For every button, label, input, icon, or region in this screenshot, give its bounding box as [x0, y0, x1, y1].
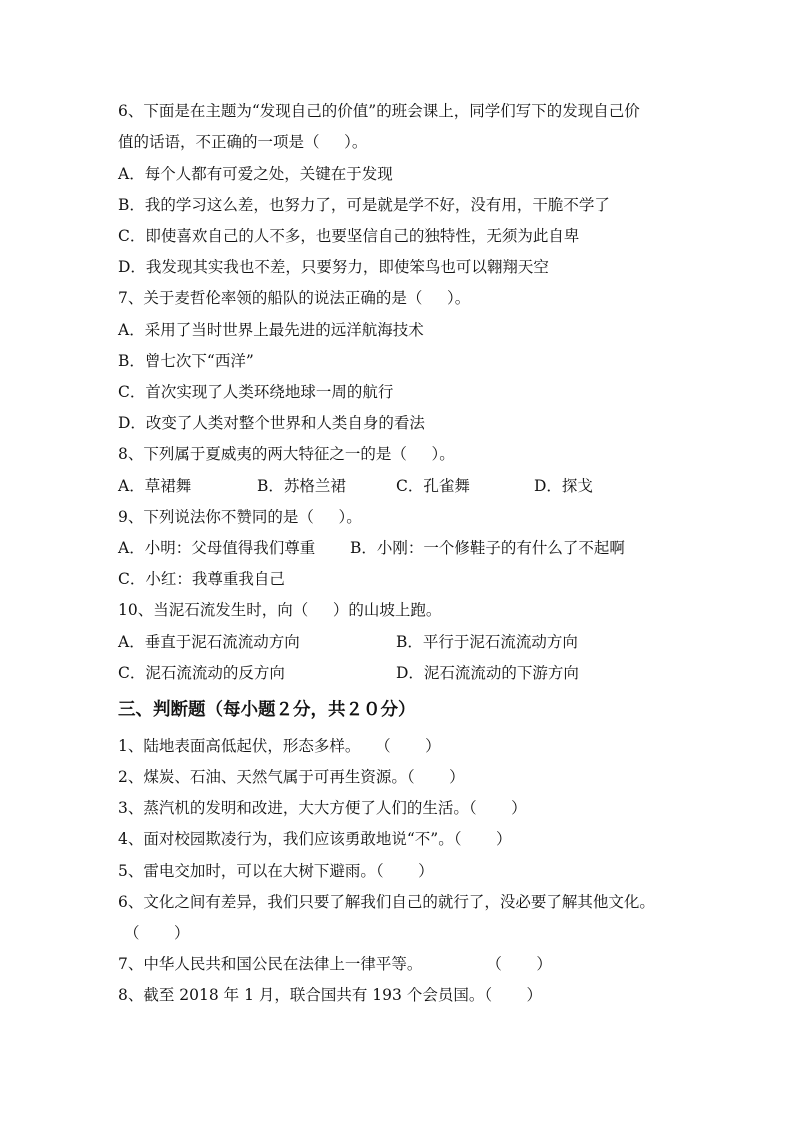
q8-option-c: C．孔雀舞 — [396, 477, 470, 495]
tf-item-7: 7、中华人民共和国公民在法律上一律平等。 （ ） — [118, 955, 552, 973]
q10-option-a: A．垂直于泥石流流动方向 — [118, 633, 300, 651]
q7-stem: 7、关于麦哲伦率领的船队的说法正确的是（ ）。 — [118, 289, 471, 307]
q8-option-d: D．探戈 — [534, 477, 593, 495]
q7-option-b: B．曾七次下“西洋” — [118, 352, 254, 370]
q10-option-c: C．泥石流流动的反方向 — [118, 664, 285, 682]
tf-item-5: 5、雷电交加时，可以在大树下避雨。（ ） — [118, 862, 434, 880]
q10-option-d: D．泥石流流动的下游方向 — [396, 664, 579, 682]
q8-option-b: B．苏格兰裙 — [257, 477, 346, 495]
q10-option-b: B．平行于泥石流流动方向 — [396, 633, 578, 651]
q6-stem-line2: 值的话语，不正确的一项是（ ）。 — [118, 133, 368, 151]
q9-option-c: C．小红：我尊重我自己 — [118, 570, 285, 588]
q9-stem: 9、下列说法你不赞同的是（ ）。 — [118, 508, 362, 526]
tf-item-3: 3、蒸汽机的发明和改进，大大方便了人们的生活。（ ） — [118, 799, 527, 817]
q10-stem: 10、当泥石流发生时，向（ ）的山坡上跑。 — [118, 601, 442, 619]
q8-stem: 8、下列属于夏威夷的两大特征之一的是（ ）。 — [118, 445, 455, 463]
section3-heading: 三、判断题（每小题２分，共２０分） — [118, 700, 416, 720]
q6-option-c: C．即使喜欢自己的人不多，也要坚信自己的独特性，无须为此自卑 — [118, 227, 580, 245]
tf-item-2: 2、煤炭、石油、天然气属于可再生资源。（ ） — [118, 768, 465, 786]
tf-item-8: 8、截至 2018 年 1 月，联合国共有 193 个会员国。（ ） — [118, 986, 543, 1004]
tf-item-1: 1、陆地表面高低起伏，形态多样。 （ ） — [118, 737, 441, 755]
q6-option-d: D．我发现其实我也不差，只要努力，即使笨鸟也可以翱翔天空 — [118, 258, 549, 276]
q7-option-c: C．首次实现了人类环绕地球一周的航行 — [118, 383, 394, 401]
q9-option-a: A．小明：父母值得我们尊重 — [118, 539, 316, 557]
q6-option-b: B．我的学习这么差，也努力了，可是就是学不好，没有用，干脆不学了 — [118, 196, 610, 214]
tf-item-6-blank: （ ） — [124, 924, 190, 942]
q7-option-a: A．采用了当时世界上最先进的远洋航海技术 — [118, 321, 424, 339]
q8-option-a: A．草裙舞 — [118, 477, 192, 495]
tf-item-6: 6、文化之间有差异，我们只要了解我们自己的就行了，没必要了解其他文化。 — [118, 893, 655, 911]
q6-stem-line1: 6、下面是在主题为“发现自己的价值”的班会课上，同学们写下的发现自己价 — [118, 102, 640, 120]
tf-item-4: 4、面对校园欺凌行为，我们应该勇敢地说“不”。（ ） — [118, 830, 512, 848]
q7-option-d: D．改变了人类对整个世界和人类自身的看法 — [118, 414, 425, 432]
q9-option-b: B．小刚：一个修鞋子的有什么了不起啊 — [350, 539, 625, 557]
q6-option-a: A．每个人都有可爱之处，关键在于发现 — [118, 165, 393, 183]
